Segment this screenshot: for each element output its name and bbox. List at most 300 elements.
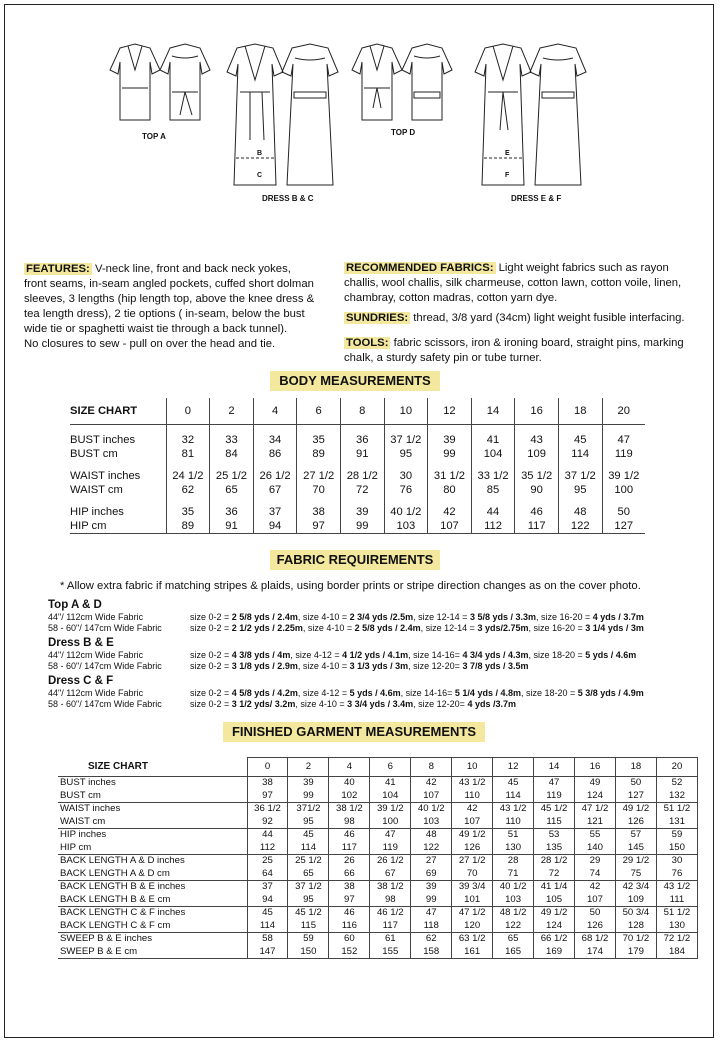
cell-cm: 184	[668, 945, 685, 957]
cell-inches: 66 1/2	[540, 933, 568, 944]
cell	[575, 933, 616, 959]
cell	[370, 881, 411, 907]
cell-inches: 53	[548, 829, 560, 840]
table-row	[70, 519, 645, 534]
cell: 34	[253, 433, 297, 447]
cell	[370, 933, 411, 959]
cell-cm: 131	[668, 815, 685, 827]
cell-cm: 117	[382, 919, 398, 931]
fabric-group-heading: Dress C & F	[48, 675, 114, 687]
cell	[575, 777, 616, 803]
spacer	[253, 425, 297, 434]
features-block: FEATURES: V-neck line, front and back neck yokes, front seams, in-seam angled pockets, cuffed short dolman sleeves, 3 lengths (hip length top, above the knee dress & tea length dress), 2 tie options ( in-seam, below the bust wide tie or spaghetti waist tie through a back tunnel). No closures to sew - pull on over the head and tie.	[24, 263, 315, 350]
dress-bc-back-drawing	[282, 44, 338, 185]
cell	[329, 855, 370, 881]
cell-inches: 39	[303, 777, 314, 788]
amount: 3 7/8 yds / 3.5m	[462, 661, 529, 671]
cell: 89	[297, 447, 341, 461]
cell: 97	[297, 519, 341, 534]
row-label: HIP inches	[70, 506, 124, 518]
cell-cm: 107	[423, 789, 440, 801]
spacer	[602, 497, 645, 505]
cell: 62	[166, 483, 210, 497]
size-14: 14	[534, 758, 575, 777]
cell-cm: 120	[464, 919, 481, 931]
size-20: 20	[656, 758, 697, 777]
cell: 65	[210, 483, 254, 497]
row-label-cm: SWEEP B & E cm	[60, 945, 138, 957]
cell-cm: 95	[303, 815, 314, 827]
size-text: , size 12-14 =	[420, 623, 478, 633]
cell-inches: 29	[589, 855, 601, 866]
cell: 91	[340, 447, 384, 461]
sundries-heading: SUNDRIES:	[346, 312, 409, 324]
cell: 89	[166, 519, 210, 534]
cell	[534, 829, 575, 855]
row-label: WAIST cm	[70, 484, 123, 496]
body-measurements-table	[70, 398, 645, 534]
size-4: 4	[253, 398, 297, 425]
cell-inches: 27	[425, 855, 437, 866]
cell-inches: 65	[507, 933, 519, 944]
size-10: 10	[452, 758, 493, 777]
label-top-a: TOP A	[142, 132, 166, 141]
row-label: BUST cm	[70, 448, 118, 460]
row-label	[58, 777, 247, 803]
cell: 48	[558, 505, 602, 519]
cell-inches: 26	[344, 855, 355, 866]
cell-inches: 43 1/2	[499, 803, 527, 814]
cell-inches: 58	[262, 933, 273, 944]
cell-cm: 103	[423, 815, 440, 827]
cell: 104	[471, 447, 515, 461]
cell-cm: 101	[464, 893, 481, 905]
cell: 112	[471, 519, 515, 534]
row-label-cm: BACK LENGTH B & E cm	[60, 893, 171, 905]
cell	[370, 777, 411, 803]
amount: 3 1/4 yds / 3m	[585, 623, 644, 633]
fabric-requirements-title: FABRIC REQUIREMENTS	[270, 550, 440, 570]
cell-cm: 122	[505, 919, 522, 931]
cell-cm: 72	[548, 867, 560, 879]
cell: 39	[340, 505, 384, 519]
cell-cm: 179	[627, 945, 644, 957]
cell	[329, 803, 370, 829]
row-label-cm: BUST cm	[60, 789, 101, 801]
cell-inches: 45	[262, 907, 273, 918]
cell: 45	[558, 433, 602, 447]
size-text: , size 12-14 =	[413, 612, 470, 622]
amount: 4 1/2 yds / 4.1m	[342, 650, 409, 660]
cell	[329, 933, 370, 959]
row-label-cm: WAIST cm	[60, 815, 106, 827]
cell-inches: 25	[262, 855, 273, 866]
cell-inches: 25 1/2	[295, 855, 322, 866]
cell	[493, 855, 534, 881]
cell-cm: 124	[546, 919, 563, 931]
cell	[493, 933, 534, 959]
fabric-requirements-list	[48, 599, 644, 710]
fabric-row	[48, 688, 644, 699]
dress-ef-front-drawing	[475, 44, 531, 185]
cell	[329, 829, 370, 855]
fabric-group-heading: Dress B & E	[48, 637, 114, 649]
size-text: size 0-2 =	[190, 699, 232, 709]
cell-inches: 42	[589, 881, 601, 892]
cell	[452, 855, 493, 881]
spacer	[515, 461, 559, 469]
cell-inches: 63 1/2	[458, 933, 486, 944]
cell-cm: 116	[341, 919, 357, 931]
cell-cm: 114	[300, 841, 317, 853]
cell-cm: 95	[303, 893, 314, 905]
cell: 33	[210, 433, 254, 447]
spacer	[558, 461, 602, 469]
spacer-row	[70, 425, 645, 434]
cell-cm: 110	[464, 789, 480, 801]
cell-cm: 107	[586, 893, 603, 905]
size-text: size 0-2 =	[190, 623, 232, 633]
size-6: 6	[297, 398, 341, 425]
spacer	[166, 497, 210, 505]
cell-cm: 97	[344, 893, 355, 905]
cell: 33 1/2	[471, 469, 515, 483]
cell-inches: 26 1/2	[376, 855, 404, 866]
cell-inches: 47	[384, 829, 396, 840]
table-row	[58, 907, 698, 933]
row-label-inches: WAIST inches	[60, 803, 121, 814]
cell-inches: 46 1/2	[376, 907, 404, 918]
cell-cm: 115	[300, 919, 317, 931]
cell-inches: 49 1/2	[622, 803, 650, 814]
size-12: 12	[493, 758, 534, 777]
cell	[452, 829, 493, 855]
cell	[656, 829, 697, 855]
spacer	[70, 425, 166, 434]
size-8: 8	[340, 398, 384, 425]
cell-cm: 161	[464, 945, 481, 957]
cell: 38	[297, 505, 341, 519]
cell-cm: 126	[586, 919, 603, 931]
cell-inches: 72 1/2	[663, 933, 691, 944]
spacer	[70, 497, 166, 505]
cell: 39 1/2	[602, 469, 645, 483]
cell: 72	[340, 483, 384, 497]
spacer	[428, 461, 472, 469]
cell: 95	[384, 447, 428, 461]
cell	[534, 777, 575, 803]
spacer	[253, 461, 297, 469]
cell	[615, 855, 656, 881]
cell: 95	[558, 483, 602, 497]
cell-cm: 103	[505, 893, 522, 905]
spacer-row	[70, 497, 645, 505]
cell: 40 1/2	[384, 505, 428, 519]
cell-inches: 59	[303, 933, 314, 944]
cell: 103	[384, 519, 428, 534]
cell: 42	[428, 505, 472, 519]
cell-inches: 47	[425, 907, 437, 918]
row-label	[58, 907, 247, 933]
cell-cm: 169	[546, 945, 563, 957]
cell-inches: 68 1/2	[581, 933, 609, 944]
size-text: size 0-2 =	[190, 688, 232, 698]
cell-cm: 111	[669, 893, 685, 905]
cell: 28 1/2	[340, 469, 384, 483]
fabric-row	[48, 699, 644, 710]
cell: 46	[515, 505, 559, 519]
size-header-row	[70, 398, 645, 425]
cell-cm: 117	[341, 841, 357, 853]
row-label: WAIST inches	[70, 470, 141, 482]
features-heading: FEATURES:	[26, 263, 90, 275]
cell-cm: 69	[425, 867, 437, 879]
size-0: 0	[166, 398, 210, 425]
size-4: 4	[329, 758, 370, 777]
cell-inches: 50	[630, 777, 642, 788]
cell-inches: 37	[262, 881, 273, 892]
cell-cm: 66	[344, 867, 355, 879]
cell-inches: 47 1/2	[458, 907, 486, 918]
cell	[534, 855, 575, 881]
cell-inches: 45	[303, 829, 314, 840]
fabric-width: 44"/ 112cm Wide Fabric	[48, 650, 144, 660]
spacer	[70, 461, 166, 469]
cell-inches: 39 1/2	[376, 803, 404, 814]
cell	[493, 907, 534, 933]
cell-inches: 27 1/2	[458, 855, 486, 866]
cell: 109	[515, 447, 559, 461]
top-d-front-drawing	[352, 44, 402, 120]
amount: 5 1/4 yds / 4.8m	[454, 688, 521, 698]
cell: 31 1/2	[428, 469, 472, 483]
body-measurements-title: BODY MEASUREMENTS	[270, 371, 440, 391]
amount: 5 3/8 yds / 4.9m	[577, 688, 644, 698]
cell	[370, 829, 411, 855]
cell-inches: 60	[344, 933, 355, 944]
spacer	[340, 461, 384, 469]
cell	[452, 933, 493, 959]
cell: 122	[558, 519, 602, 534]
spacer	[384, 497, 428, 505]
cell	[615, 777, 656, 803]
spacer	[210, 461, 254, 469]
cell-inches: 42 3/4	[622, 881, 650, 892]
cell-inches: 37 1/2	[295, 881, 322, 892]
cell-cm: 165	[505, 945, 522, 957]
sundries-block: SUNDRIES: thread, 3/8 yard (34cm) light weight fusible interfacing.	[346, 312, 685, 324]
fabric-width: 58 - 60"/ 147cm Wide Fabric	[48, 623, 162, 633]
cell-cm: 99	[303, 789, 314, 801]
top-a-front-drawing	[110, 44, 160, 120]
cell	[288, 803, 329, 829]
cell	[411, 907, 452, 933]
cell-cm: 100	[382, 815, 399, 827]
cell-cm: 114	[505, 789, 521, 801]
cell-inches: 45	[507, 777, 519, 788]
cell: 32	[166, 433, 210, 447]
cell-cm: 135	[546, 841, 563, 853]
amount: 2 5/8 yds / 2.4m	[231, 612, 298, 622]
table-row	[58, 803, 698, 829]
cell-inches: 38	[344, 881, 355, 892]
amount: 5 yds / 4.6m	[349, 688, 401, 698]
cell	[370, 855, 411, 881]
cell-inches: 40	[344, 777, 355, 788]
row-label	[58, 855, 247, 881]
spacer	[602, 425, 645, 434]
amount: 4 yds / 3.7m	[592, 612, 644, 622]
size-18: 18	[615, 758, 656, 777]
cell-inches: 42	[466, 803, 478, 814]
amount: 3 5/8 yds / 3.3m	[469, 612, 536, 622]
cell: 67	[253, 483, 297, 497]
cell: 43	[515, 433, 559, 447]
cell: 36	[340, 433, 384, 447]
dress-bc-front-drawing	[227, 44, 283, 185]
row-label-inches: BACK LENGTH C & F inches	[60, 907, 186, 918]
amount: 3 1/8 yds / 2.9m	[231, 661, 298, 671]
spacer	[297, 461, 341, 469]
cell-inches: 41	[384, 777, 396, 788]
size-14: 14	[471, 398, 515, 425]
cell	[615, 829, 656, 855]
cell-inches: 30	[671, 855, 683, 866]
cell	[493, 777, 534, 803]
row-label-cm: HIP cm	[60, 841, 92, 853]
cell	[247, 881, 288, 907]
cell-inches: 52	[671, 777, 683, 788]
size-header-row	[58, 758, 698, 777]
cell-inches: 43 1/2	[458, 777, 486, 788]
cell-inches: 46	[344, 907, 355, 918]
cell-cm: 126	[464, 841, 481, 853]
cell	[656, 855, 697, 881]
fabric-group-heading: Top A & D	[48, 599, 102, 611]
row-label-inches: SWEEP B & E inches	[60, 933, 153, 944]
cell	[656, 933, 697, 959]
cell: 119	[602, 447, 645, 461]
cell	[329, 907, 370, 933]
size-6: 6	[370, 758, 411, 777]
amount: 4 yds /3.7m	[467, 699, 516, 709]
cell	[493, 803, 534, 829]
tools-block: TOOLS: fabric scissors, iron & ironing board, straight pins, marking chalk, a sturdy safety pin or tube turner.	[344, 337, 684, 364]
size-10: 10	[384, 398, 428, 425]
cell-inches: 70 1/2	[622, 933, 650, 944]
cell-cm: 158	[423, 945, 440, 957]
amount: 3 3/4 yds / 3.4m	[347, 699, 414, 709]
cell: 114	[558, 447, 602, 461]
cell	[575, 829, 616, 855]
cell-cm: 107	[464, 815, 481, 827]
amount: 5 yds / 4.6m	[585, 650, 637, 660]
cell-cm: 126	[627, 815, 644, 827]
row-label	[58, 933, 247, 959]
row-label-cm: BACK LENGTH C & F cm	[60, 919, 171, 931]
cell: 44	[471, 505, 515, 519]
spacer	[428, 497, 472, 505]
cell-inches: 36 1/2	[254, 803, 281, 814]
cell: 84	[210, 447, 254, 461]
fabric-row	[48, 623, 644, 634]
cell-cm: 71	[507, 867, 519, 879]
cell-inches: 46	[344, 829, 355, 840]
cell: 35	[166, 505, 210, 519]
cell-cm: 115	[546, 815, 562, 827]
cell	[288, 907, 329, 933]
cell: 80	[428, 483, 472, 497]
row-label	[58, 881, 247, 907]
cell-inches: 29 1/2	[622, 855, 650, 866]
cell	[329, 777, 370, 803]
size-18: 18	[558, 398, 602, 425]
cell-cm: 150	[668, 841, 685, 853]
spacer	[471, 497, 515, 505]
cell	[575, 881, 616, 907]
cell	[247, 803, 288, 829]
cell: 90	[515, 483, 559, 497]
cell: 99	[340, 519, 384, 534]
spacer	[384, 425, 428, 434]
cell: 100	[602, 483, 645, 497]
cell: 94	[253, 519, 297, 534]
cell	[656, 907, 697, 933]
cell: 39	[428, 433, 472, 447]
cell-inches: 49 1/2	[458, 829, 486, 840]
table-row	[58, 881, 698, 907]
fabrics-heading: RECOMMENDED FABRICS:	[346, 262, 494, 274]
fabrics-block: RECOMMENDED FABRICS: Light weight fabrics such as rayon challis, wool challis, silk charmeuse, cotton lawn, cotton voile, linen, chambray, cotton madras, cotton yarn dye.	[344, 262, 682, 304]
cell: 70	[297, 483, 341, 497]
dress-ef-back-drawing	[530, 44, 586, 185]
table-row	[70, 505, 645, 519]
cell	[411, 933, 452, 959]
cell-cm: 105	[546, 893, 563, 905]
cell-inches: 38 1/2	[376, 881, 404, 892]
spacer-row	[70, 461, 645, 469]
cell	[534, 803, 575, 829]
mark-f: F	[505, 172, 510, 179]
cell	[411, 829, 452, 855]
size-2: 2	[288, 758, 329, 777]
tools-heading: TOOLS:	[346, 337, 389, 349]
cell-cm: 98	[384, 893, 396, 905]
cell	[656, 881, 697, 907]
cell	[411, 803, 452, 829]
mark-e: E	[505, 150, 510, 157]
cell-inches: 50 3/4	[622, 907, 650, 918]
cell-cm: 122	[423, 841, 440, 853]
size-text: , size 14-16=	[408, 650, 463, 660]
cell-cm: 155	[382, 945, 399, 957]
cell	[534, 881, 575, 907]
cell-cm: 102	[341, 789, 358, 801]
size-text: , size 18-20 =	[520, 688, 578, 698]
fabric-width: 58 - 60"/ 147cm Wide Fabric	[48, 699, 162, 709]
cell	[452, 803, 493, 829]
size-20: 20	[602, 398, 645, 425]
cell: 35	[297, 433, 341, 447]
cell	[411, 777, 452, 803]
cell	[247, 933, 288, 959]
spacer	[428, 425, 472, 434]
spacer	[166, 461, 210, 469]
cell	[288, 933, 329, 959]
spacer	[297, 425, 341, 434]
amount: 2 5/8 yds / 2.4m	[354, 623, 421, 633]
spacer	[340, 425, 384, 434]
